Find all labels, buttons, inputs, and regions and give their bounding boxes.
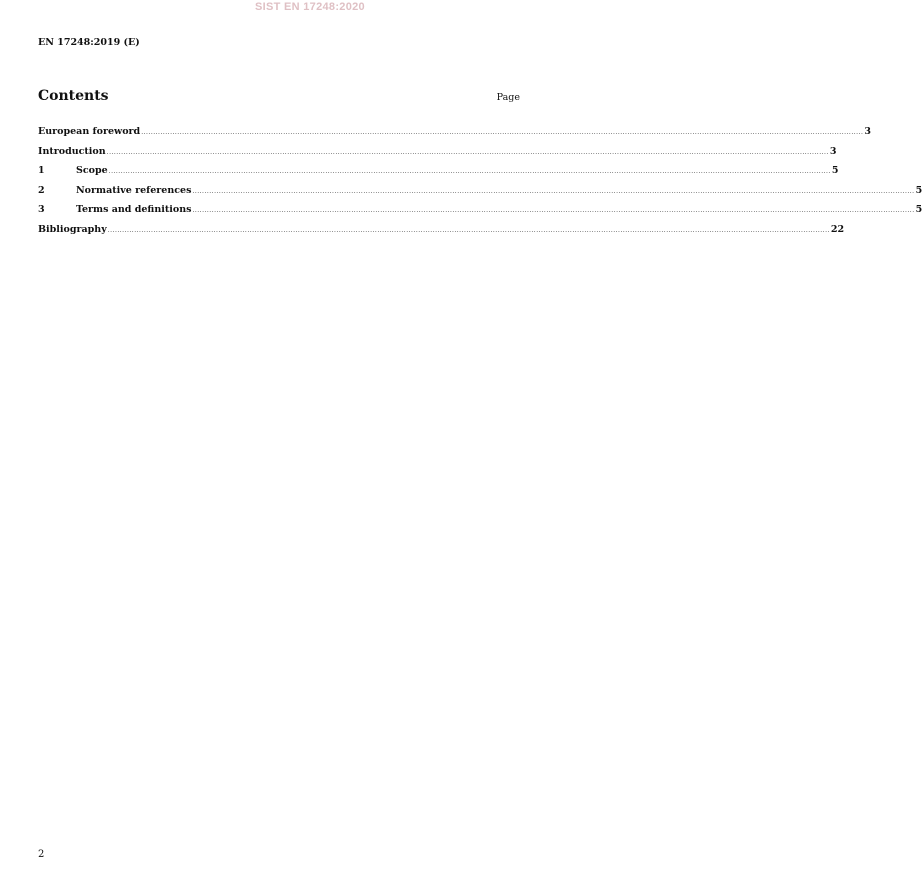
page-number: 2 <box>38 849 45 860</box>
toc-entry-european-foreword[interactable] <box>38 126 871 146</box>
toc-entry-page: 3 <box>829 145 837 157</box>
toc-entry-terms-and-definitions[interactable] <box>38 204 922 224</box>
toc-leader-dots: ............................................................................................................................................................................................................................................................................................................ <box>107 226 830 234</box>
document-header: EN 17248:2019 (E) <box>38 37 140 48</box>
toc-entry-page: 5 <box>831 165 839 176</box>
toc-leader-dots: ............................................................................................................................................................................................................................................................................................................ <box>192 187 915 195</box>
toc-entry-title: Bibliography <box>38 223 107 235</box>
toc-entry-normative-references[interactable] <box>38 184 922 205</box>
toc-entry-number: 2 <box>38 184 45 196</box>
toc-entry-bibliography[interactable] <box>38 223 845 244</box>
toc-entry-scope[interactable] <box>38 165 839 185</box>
toc-entry-title: Introduction <box>38 145 106 157</box>
toc-entry-page: 5 <box>915 204 922 215</box>
table-of-contents <box>38 126 922 243</box>
toc-entry-title: European foreword <box>38 126 141 137</box>
toc-entry-number: 1 <box>38 165 45 176</box>
toc-leader-dots: ............................................................................................................................................................................................................................................................................................................ <box>108 168 831 175</box>
toc-entry-page: 5 <box>915 184 922 196</box>
toc-leader-dots: ............................................................................................................................................................................................................................................................................................................ <box>141 129 864 136</box>
toc-entry-title: Scope <box>76 165 108 176</box>
toc-entry-title: Terms and definitions <box>76 204 192 215</box>
contents-title: Contents <box>38 88 109 104</box>
toc-entry-title: Normative references <box>76 184 192 196</box>
watermark: SIST EN 17248:2020 <box>255 1 365 13</box>
contents-heading-row <box>38 86 520 108</box>
page-column-label: Page <box>496 92 520 103</box>
toc-entry-page: 3 <box>864 126 871 137</box>
toc-entry-page: 22 <box>830 223 845 235</box>
toc-leader-dots: ............................................................................................................................................................................................................................................................................................................ <box>192 207 915 214</box>
toc-entry-introduction[interactable] <box>38 145 837 166</box>
toc-entry-number: 3 <box>38 204 45 215</box>
toc-leader-dots: ............................................................................................................................................................................................................................................................................................................ <box>106 148 829 156</box>
